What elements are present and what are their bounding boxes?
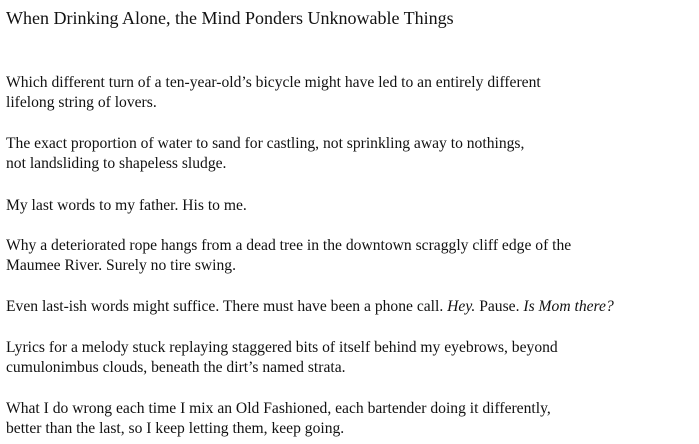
stanza-4 <box>6 236 571 276</box>
stanza-5-italic-1: Hey. <box>447 298 476 315</box>
stanza-5 <box>6 297 614 317</box>
stanza-1-line-1: Which different turn of a ten-year-old’s bicycle might have led to an entirely different <box>6 74 541 91</box>
stanza-5-text-1: Even last-ish words might suffice. There must have been a phone call. <box>6 298 444 315</box>
stanza-1 <box>6 73 541 113</box>
stanza-6-line-2: cumulonimbus clouds, beneath the dirt’s named strata. <box>6 359 346 376</box>
stanza-6 <box>6 338 558 378</box>
stanza-3-line-1: My last words to my father. His to me. <box>6 197 247 214</box>
stanza-2-line-2: not landsliding to shapeless sludge. <box>6 155 227 172</box>
stanza-5-text-2: Pause. <box>479 298 520 315</box>
stanza-6-line-1: Lyrics for a melody stuck replaying staggered bits of itself behind my eyebrows, beyond <box>6 339 558 356</box>
stanza-2-line-1: The exact proportion of water to sand for castling, not sprinkling away to nothings, <box>6 135 525 152</box>
stanza-7 <box>6 399 551 439</box>
stanza-7-line-2: better than the last, so I keep letting them, keep going. <box>6 420 345 437</box>
stanza-5-line-1 <box>6 297 614 317</box>
stanza-3 <box>6 196 247 216</box>
poem-title: When Drinking Alone, the Mind Ponders Unknowable Things <box>6 8 454 28</box>
stanza-5-italic-2: Is Mom there? <box>523 298 614 315</box>
stanza-7-line-1: What I do wrong each time I mix an Old Fashioned, each bartender doing it differently, <box>6 400 551 417</box>
stanza-1-line-2: lifelong string of lovers. <box>6 94 157 111</box>
stanza-4-line-1: Why a deteriorated rope hangs from a dead tree in the downtown scraggly cliff edge of the <box>6 237 572 254</box>
stanza-4-line-2: Maumee River. Surely no tire swing. <box>6 257 236 274</box>
stanza-2 <box>6 134 524 174</box>
